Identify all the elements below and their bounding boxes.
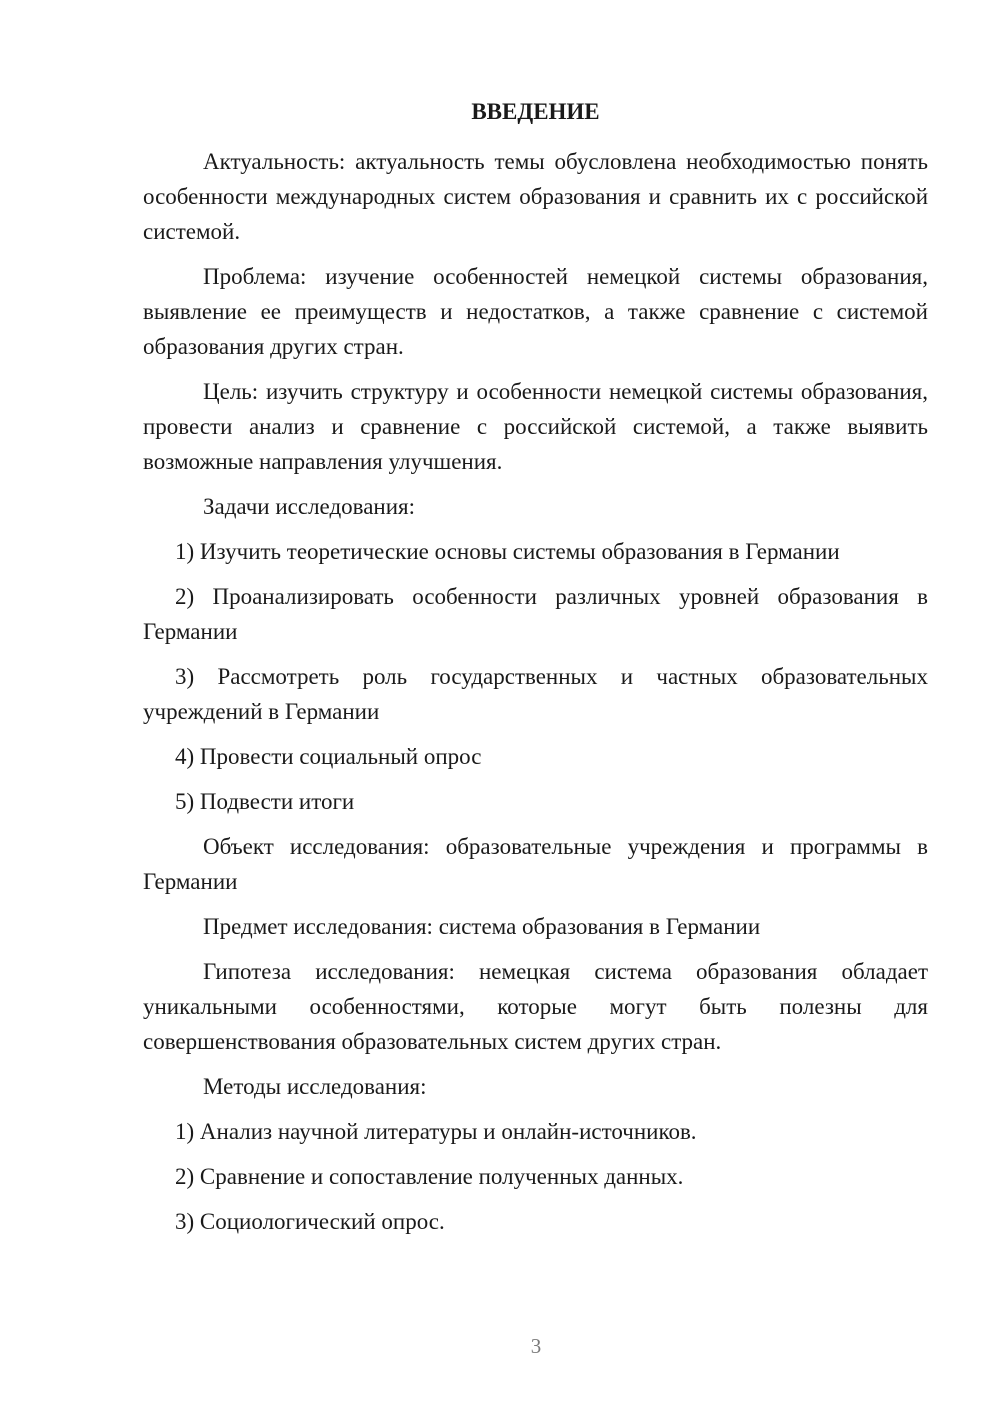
object-paragraph: Объект исследования: образовательные учреждения и программы в Германии: [143, 834, 928, 894]
relevance-paragraph: Актуальность: актуальность темы обусловлена необходимостью понять особенности международных систем образования и сравнить их с российской системой.: [143, 149, 928, 244]
goal-paragraph: Цель: изучить структуру и особенности немецкой системы образования, провести анализ и сравнение с российской системой, а также выявить возможные направления улучшения.: [143, 379, 928, 474]
page-number: 3: [530, 1334, 542, 1358]
problem-paragraph: Проблема: изучение особенностей немецкой системы образования, выявление ее преимуществ и недостатков, а также сравнение с системой образования других стран.: [143, 264, 928, 359]
method-item: 1) Анализ научной литературы и онлайн-источников.: [175, 1119, 697, 1144]
task-item: 1) Изучить теоретические основы системы образования в Германии: [175, 539, 840, 564]
section-heading: ВВЕДЕНИЕ: [471, 99, 600, 124]
task-item: 4) Провести социальный опрос: [175, 744, 482, 769]
method-item: 3) Социологический опрос.: [175, 1209, 445, 1234]
methods-title: Методы исследования:: [203, 1074, 427, 1099]
hypothesis-paragraph: Гипотеза исследования: немецкая система образования обладает уникальными особенностями, которые могут быть полезны для совершенствования образовательных систем других стран.: [143, 959, 928, 1054]
task-item: 2) Проанализировать особенности различных уровней образования в Германии: [143, 584, 928, 644]
subject-paragraph: Предмет исследования: система образования в Германии: [203, 914, 761, 939]
page-content: [143, 97, 928, 1249]
task-item: 3) Рассмотреть роль государственных и частных образовательных учреждений в Германии: [143, 664, 928, 724]
method-item: 2) Сравнение и сопоставление полученных данных.: [175, 1164, 684, 1189]
task-item: 5) Подвести итоги: [175, 789, 355, 814]
tasks-title: Задачи исследования:: [203, 494, 416, 519]
